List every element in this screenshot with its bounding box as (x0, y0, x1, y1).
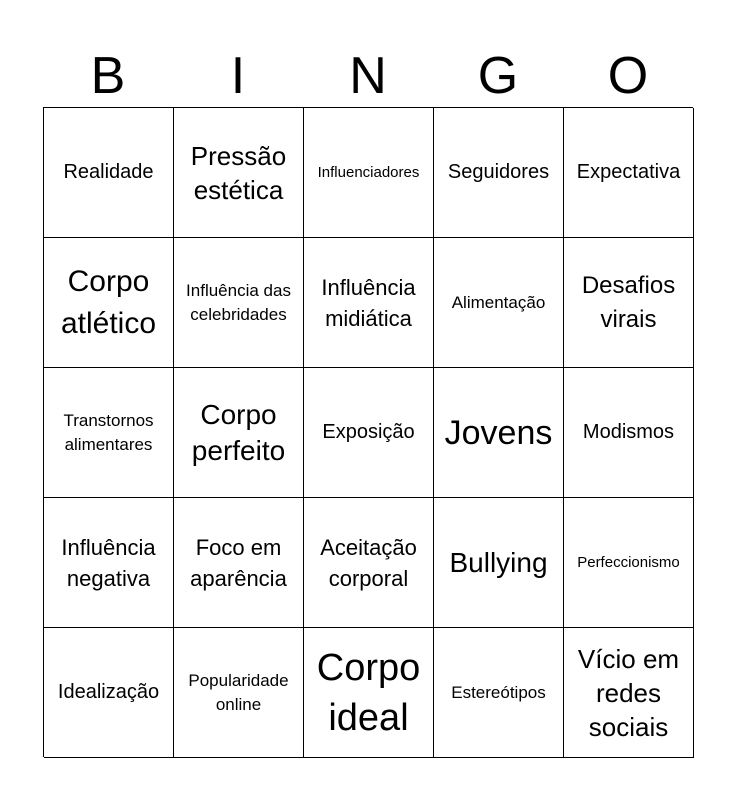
cell-label: Vício em redes sociais (577, 643, 680, 742)
bingo-cell[interactable] (564, 238, 694, 368)
bingo-cell[interactable] (564, 498, 694, 628)
cell-label: Alimentação (451, 292, 546, 312)
cell-label: Influenciadores (317, 164, 420, 181)
cell-label: Seguidores (447, 161, 550, 183)
bingo-cell[interactable] (304, 238, 434, 368)
cell-label: Aceitação corporal (320, 534, 417, 591)
bingo-cell[interactable] (564, 108, 694, 238)
bingo-cell[interactable] (564, 628, 694, 758)
bingo-cell[interactable] (564, 368, 694, 498)
bingo-cell[interactable] (44, 498, 174, 628)
bingo-cell[interactable] (44, 628, 174, 758)
header-letter-i: I (230, 47, 246, 105)
cell-label: Perfeccionismo (577, 554, 680, 571)
cell-label: Influência midiática (321, 274, 416, 331)
bingo-cell[interactable] (174, 108, 304, 238)
cell-label: Foco em aparência (190, 534, 287, 591)
cell-label: Expectativa (576, 161, 681, 183)
bingo-cell[interactable] (44, 368, 174, 498)
cell-label: Influência negativa (61, 534, 156, 591)
cell-label: Modismos (582, 421, 675, 443)
cell-label: Idealização (57, 681, 160, 703)
header-letter-o: O (607, 47, 649, 105)
cell-label: Desafios virais (581, 271, 676, 333)
bingo-cell[interactable] (304, 628, 434, 758)
bingo-cell[interactable] (304, 108, 434, 238)
header-letter-b: B (90, 47, 126, 105)
header-letter-n: N (349, 47, 387, 105)
bingo-cell[interactable] (44, 238, 174, 368)
bingo-cell[interactable] (434, 498, 564, 628)
cell-label: Bullying (449, 546, 548, 578)
bingo-card-grid (43, 107, 693, 757)
bingo-cell[interactable] (174, 368, 304, 498)
bingo-cell[interactable] (44, 108, 174, 238)
bingo-cell[interactable] (174, 238, 304, 368)
cell-label: Influência das celebridades (186, 280, 291, 324)
bingo-cell[interactable] (434, 238, 564, 368)
bingo-header (43, 44, 693, 108)
cell-label: Estereótipos (451, 682, 546, 702)
bingo-cell[interactable] (174, 628, 304, 758)
bingo-cell[interactable] (174, 498, 304, 628)
cell-label: Corpo atlético (60, 264, 157, 340)
cell-label: Corpo perfeito (191, 398, 286, 466)
header-letter-g: G (477, 47, 519, 105)
cell-label: Pressão estética (190, 140, 287, 205)
bingo-cell[interactable] (304, 368, 434, 498)
bingo-cell[interactable] (434, 108, 564, 238)
cell-label: Jovens (444, 413, 553, 452)
cell-label: Popularidade online (188, 670, 289, 714)
cell-label: Realidade (63, 161, 154, 183)
bingo-cell[interactable] (434, 628, 564, 758)
cell-label: Exposição (322, 421, 415, 443)
cell-label: Transtornos alimentares (63, 410, 154, 454)
bingo-cell[interactable] (304, 498, 434, 628)
cell-label: Corpo ideal (316, 646, 421, 739)
bingo-cell[interactable] (434, 368, 564, 498)
